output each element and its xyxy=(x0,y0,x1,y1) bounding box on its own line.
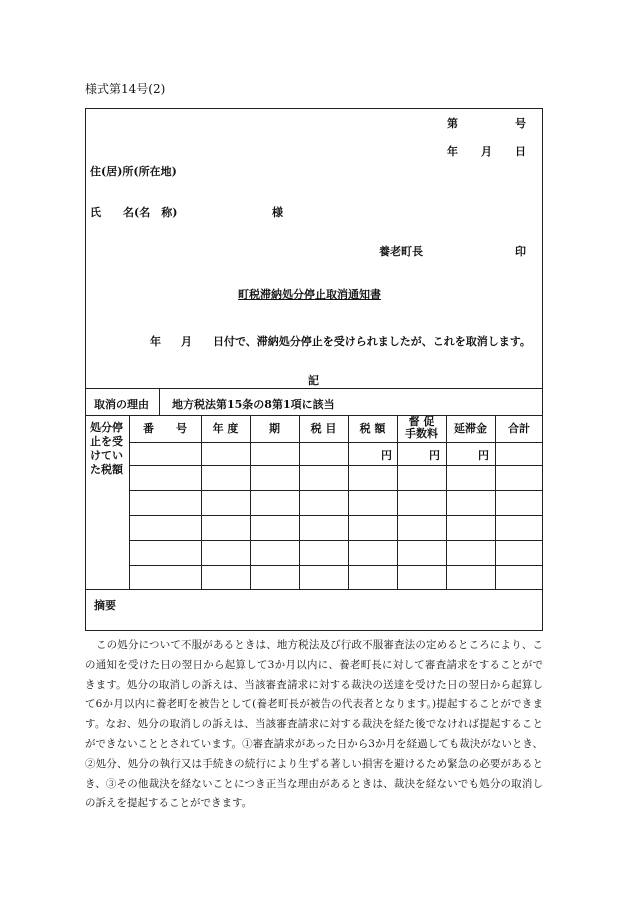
tax-side-label xyxy=(90,421,123,477)
col-header-period: 期 xyxy=(269,422,280,435)
body-text: 日付で、滞納処分停止を受けられましたが、これを取消します。 xyxy=(213,335,531,348)
remarks-label: 摘要 xyxy=(94,599,116,612)
ki-label: 記 xyxy=(308,374,319,387)
doc-number-suffix: 号 xyxy=(515,117,526,130)
table-top-line xyxy=(85,388,543,389)
body-month: 月 xyxy=(181,335,192,348)
appeal-notice: この処分について不服があるときは、地方税法及び行政不服審査法の定めるところにより、この通知を受けた日の翌日から起算して3か月以内に、養老町長に対して審査請求をすることができます。処分の取消しの訴えは、当該審査請求に対する裁決の送達を受けた日の翌日から起算して6か月以内に養老町を被告として(養老町長が被告の代表者となります。)提起することができます。なお、処分の取消しの訴えは、当該審査請求に対する裁決を経た後でなければ提起することができないこととされています。①審査請求があった日から3か月を経過しても裁決がないとき、②処分、処分の執行又は手続きの続行により生ずる著しい損害を避けるため緊急の必要があるとき、③その他裁決を経ないことにつき正当な理由があるときは、裁決を経ないでも処分の取消しの訴えを提起することができます。 xyxy=(85,639,543,810)
col-divider-1 xyxy=(201,415,202,589)
notice-frame xyxy=(85,108,543,631)
row-line-5 xyxy=(129,565,543,566)
col-header-total: 合計 xyxy=(508,422,530,435)
issuer-title: 養老町長 xyxy=(379,245,423,258)
reason-bottom-line xyxy=(85,415,543,416)
col-divider-6 xyxy=(446,415,447,589)
yen-unit-tax-amount: 円 xyxy=(381,449,392,462)
reminder-fee-line-1: 督 促 xyxy=(408,415,435,428)
reason-divider xyxy=(159,388,160,415)
body-year: 年 xyxy=(150,335,161,348)
row-line-3 xyxy=(129,515,543,516)
reminder-fee-line-2: 手数料 xyxy=(405,427,438,440)
col-header-reminder-fee xyxy=(397,416,446,440)
yen-unit-late-fee: 円 xyxy=(478,449,489,462)
date-month: 月 xyxy=(481,145,492,158)
col-header-tax-amount: 税 額 xyxy=(359,422,386,435)
reason-label: 取消の理由 xyxy=(94,398,149,411)
side-label-line-4: た税額 xyxy=(90,463,123,476)
col-divider-7 xyxy=(495,415,496,589)
col-divider-3 xyxy=(299,415,300,589)
doc-number-prefix: 第 xyxy=(447,117,458,130)
side-label-line-1: 処分停 xyxy=(90,421,123,434)
seal-mark: 印 xyxy=(515,245,526,258)
col-divider-5 xyxy=(397,415,398,589)
row-line-4 xyxy=(129,540,543,541)
side-label-line-2: 止を受 xyxy=(90,435,123,448)
name-label: 氏 名(名 称) xyxy=(90,206,178,219)
col-header-year: 年 度 xyxy=(212,422,239,435)
row-line-1 xyxy=(129,465,543,466)
address-label: 住(居)所(所在地) xyxy=(90,165,177,178)
honorific: 様 xyxy=(272,206,283,219)
col-header-late-fee: 延滞金 xyxy=(454,422,487,435)
date-year: 年 xyxy=(447,145,458,158)
yen-unit-reminder-fee: 円 xyxy=(429,449,440,462)
col-divider-4 xyxy=(348,415,349,589)
reason-value: 地方税法第15条の8第1項に該当 xyxy=(172,398,335,411)
side-label-line-3: けてい xyxy=(90,449,123,462)
col-header-tax-item: 税 目 xyxy=(310,422,337,435)
document-title: 町税滞納処分停止取消通知書 xyxy=(238,288,381,301)
form-number: 様式第14号(2) xyxy=(85,82,166,96)
col-header-number: 番 号 xyxy=(143,422,187,435)
table-bottom-line xyxy=(85,589,543,590)
col-divider-2 xyxy=(250,415,251,589)
header-row-line xyxy=(129,442,543,443)
date-day: 日 xyxy=(515,145,526,158)
side-label-divider xyxy=(129,415,130,589)
row-line-2 xyxy=(129,490,543,491)
